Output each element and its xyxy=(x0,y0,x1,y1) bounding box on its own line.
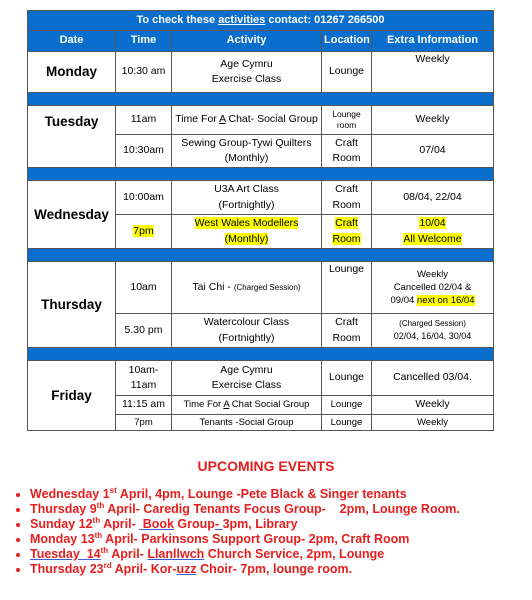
extra-cell xyxy=(372,314,494,348)
separator-row xyxy=(28,249,494,262)
activity-note: (Charged Session) xyxy=(233,282,301,292)
day-wednesday: Wednesday xyxy=(28,181,116,249)
time-cell xyxy=(116,215,172,249)
table-row xyxy=(28,361,494,396)
upcoming-events-list xyxy=(0,487,520,577)
activity-line: Age Cymru xyxy=(220,363,273,376)
activities-table xyxy=(27,10,494,431)
extra-cell: Weekly xyxy=(372,52,494,93)
event-text: Sunday 12 xyxy=(30,517,93,531)
day-thursday: Thursday xyxy=(28,262,116,348)
activity-line: (Fortnightly) xyxy=(218,198,275,211)
separator-row xyxy=(28,168,494,181)
list-item xyxy=(30,562,520,577)
col-header-location: Location xyxy=(322,31,372,52)
highlighted-time: 7pm xyxy=(133,224,154,237)
activity-cell xyxy=(172,396,322,415)
activity-text: Time For xyxy=(175,113,220,126)
event-text: Monday 13 xyxy=(30,532,95,546)
extra-cell: Weekly xyxy=(372,415,494,431)
activity-text: A xyxy=(223,399,230,411)
time-line: 11am xyxy=(130,379,157,391)
time-cell: 7pm xyxy=(116,415,172,431)
activity-text: Time For xyxy=(183,399,224,411)
location-cell xyxy=(322,181,372,215)
day-friday: Friday xyxy=(28,361,116,431)
activity-cell xyxy=(172,361,322,396)
location-cell xyxy=(322,314,372,348)
list-item xyxy=(30,517,520,532)
table-row xyxy=(28,106,494,135)
activity-line: Watercolour Class xyxy=(203,316,290,329)
activity-line: Sewing Group-Tywi Quilters xyxy=(181,136,312,149)
event-text: Choir- 7pm, lounge room. xyxy=(196,562,353,576)
location-line: room xyxy=(336,120,357,130)
highlighted-activity: (Monthly) xyxy=(224,232,269,245)
highlighted-extra: next on 16/04 xyxy=(416,295,475,307)
extra-cell: Cancelled 03/04. xyxy=(372,361,494,396)
activity-cell xyxy=(172,181,322,215)
activity-cell xyxy=(172,52,322,93)
extra-line: (Charged Session) xyxy=(399,319,466,329)
time-cell: 11am xyxy=(116,106,172,135)
col-header-extra: Extra Information xyxy=(372,31,494,52)
col-header-activity: Activity xyxy=(172,31,322,52)
extra-cell xyxy=(372,262,494,314)
location-line: Room xyxy=(332,152,361,164)
location-cell xyxy=(322,215,372,249)
col-header-time: Time xyxy=(116,31,172,52)
event-text-underlined: Book xyxy=(139,517,174,531)
day-tuesday: Tuesday xyxy=(28,106,116,168)
event-sup: th xyxy=(92,515,101,525)
location-line: Lounge xyxy=(332,108,361,119)
activity-cell: Tenants -Social Group xyxy=(172,415,322,431)
list-item xyxy=(30,547,520,562)
activity-line: (Fortnightly) xyxy=(218,331,275,344)
list-item xyxy=(30,532,520,547)
table-row xyxy=(28,181,494,215)
time-cell: 10:30 am xyxy=(116,52,172,93)
activity-text: Chat- Social Group xyxy=(225,113,318,126)
event-sup: th xyxy=(100,545,109,555)
day-monday: Monday xyxy=(28,52,116,93)
extra-cell: 08/04, 22/04 xyxy=(372,181,494,215)
location-line: Craft xyxy=(335,136,358,149)
activity-line: (Monthly) xyxy=(224,152,269,164)
activity-line: Age Cymru xyxy=(220,57,273,70)
event-sup: rd xyxy=(103,560,112,570)
activity-line: Exercise Class xyxy=(211,379,282,391)
location-cell: Lounge xyxy=(322,52,372,93)
event-text: April- xyxy=(108,547,148,561)
event-sup: th xyxy=(94,530,103,540)
event-text: 3pm, Library xyxy=(222,517,298,531)
highlighted-activity: West Wales Modellers xyxy=(194,217,299,230)
highlighted-location: Room xyxy=(332,232,361,245)
extra-cell: Weekly xyxy=(372,396,494,415)
highlighted-extra: All Welcome xyxy=(403,232,462,245)
table-title xyxy=(28,11,494,31)
event-text: April- xyxy=(100,517,140,531)
location-cell: Lounge xyxy=(322,262,372,314)
column-header-row xyxy=(28,31,494,52)
activity-cell xyxy=(172,106,322,135)
list-item xyxy=(30,502,520,517)
title-prefix: To check these xyxy=(136,13,219,26)
col-header-date: Date xyxy=(28,31,116,52)
activities-link[interactable]: activities xyxy=(218,13,266,26)
time-line: 10am- xyxy=(128,363,159,376)
highlighted-extra: 10/04 xyxy=(419,217,446,230)
event-text: April- Kor- xyxy=(111,562,177,576)
time-cell: 10:30am xyxy=(116,135,172,168)
event-text-underlined: Llanllwch xyxy=(147,547,205,561)
activity-cell xyxy=(172,314,322,348)
event-sup: th xyxy=(96,500,105,510)
table-row xyxy=(28,52,494,93)
separator-row xyxy=(28,348,494,361)
time-cell: 11:15 am xyxy=(116,396,172,415)
activity-cell xyxy=(172,262,322,314)
event-text: April, 4pm, Lounge -Pete Black & Singer tenants xyxy=(116,487,407,501)
location-line: Craft xyxy=(335,316,358,329)
event-text: Thursday 23 xyxy=(30,562,104,576)
event-text: Group xyxy=(173,517,215,531)
event-text: April- Caredig Tenants Focus Group- 2pm, Lounge Room. xyxy=(104,502,460,516)
location-cell: Lounge xyxy=(322,396,372,415)
activity-text: Chat Social Group xyxy=(229,399,310,411)
time-cell: 5.30 pm xyxy=(116,314,172,348)
activity-text: A xyxy=(219,113,226,126)
extra-line: 02/04, 16/04, 30/04 xyxy=(393,330,472,341)
location-line: Room xyxy=(332,198,361,211)
activity-text: Tai Chi - xyxy=(192,280,234,293)
extra-cell: Weekly xyxy=(372,106,494,135)
activity-line: Exercise Class xyxy=(211,73,282,85)
activity-cell xyxy=(172,135,322,168)
extra-line: Cancelled 02/04 & xyxy=(393,281,472,293)
title-suffix: contact: 01267 266500 xyxy=(265,13,385,26)
upcoming-events-title: UPCOMING EVENTS xyxy=(197,458,335,474)
separator-row xyxy=(28,93,494,106)
extra-cell xyxy=(372,215,494,249)
table-row xyxy=(28,262,494,314)
extra-cell: 07/04 xyxy=(372,135,494,168)
activity-line: U3A Art Class xyxy=(214,183,279,196)
location-cell: Lounge xyxy=(322,361,372,396)
time-cell: 10am xyxy=(116,262,172,314)
event-text-underlined: - xyxy=(214,517,223,531)
highlighted-location: Craft xyxy=(335,217,358,230)
event-text-underlined: uzz xyxy=(176,562,197,576)
event-text: April- Parkinsons Support Group- 2pm, Craft Room xyxy=(102,532,410,546)
time-cell xyxy=(116,361,172,396)
event-text: Wednesday 1 xyxy=(30,487,110,501)
location-line: Room xyxy=(332,331,361,344)
time-cell: 10:00am xyxy=(116,181,172,215)
list-item xyxy=(30,487,520,502)
location-cell xyxy=(322,135,372,168)
event-text: Thursday 9 xyxy=(30,502,97,516)
event-text: Church Service, 2pm, Lounge xyxy=(204,547,385,561)
table-title-row xyxy=(28,11,494,31)
location-cell: Lounge xyxy=(322,415,372,431)
location-cell xyxy=(322,106,372,135)
activity-cell xyxy=(172,215,322,249)
extra-line: Weekly xyxy=(417,268,448,280)
event-text-underlined: Tuesday 14 xyxy=(30,547,101,561)
extra-line: 09/04 xyxy=(390,295,417,307)
event-sup: st xyxy=(109,485,117,495)
location-line: Craft xyxy=(335,183,358,196)
